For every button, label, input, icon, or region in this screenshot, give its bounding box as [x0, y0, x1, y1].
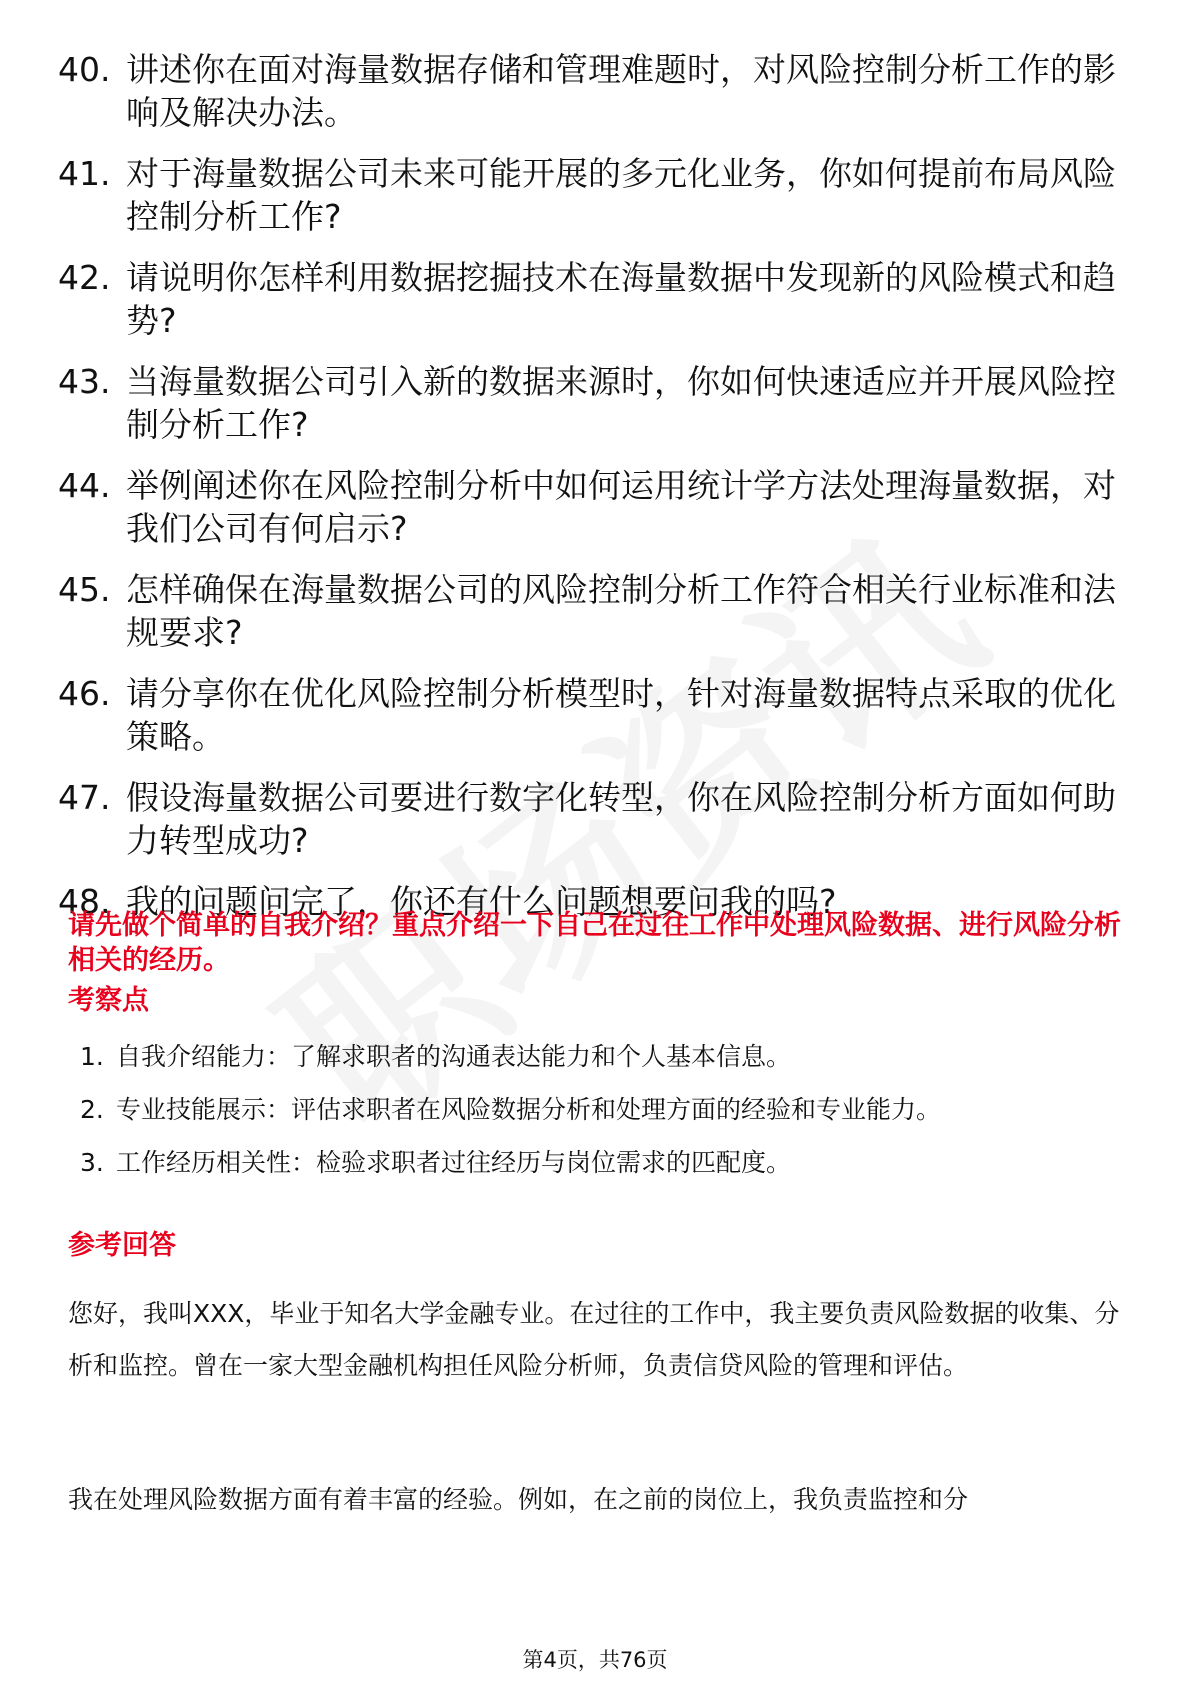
question-text: 请说明你怎样利用数据挖掘技术在海量数据中发现新的风险模式和趋势? [126, 258, 1116, 340]
point-text: 自我介绍能力：了解求职者的沟通表达能力和个人基本信息。 [116, 1042, 792, 1071]
points-heading: 考察点 [68, 985, 149, 1016]
question-item [58, 672, 1128, 758]
question-text: 举例阐述你在风险控制分析中如何运用统计学方法处理海量数据，对我们公司有何启示? [126, 466, 1116, 548]
point-number: 1. [80, 1042, 104, 1071]
question-item [58, 568, 1128, 654]
question-text: 怎样确保在海量数据公司的风险控制分析工作符合相关行业标准和法规要求? [126, 570, 1116, 652]
point-item [80, 1093, 1140, 1127]
highlighted-question: 请先做个简单的自我介绍？重点介绍一下自己在过往工作中处理风险数据、进行风险分析相关的经历。 [68, 910, 1121, 976]
question-text: 我的问题问完了，你还有什么问题想要问我的吗? [126, 882, 837, 921]
question-item [58, 776, 1128, 862]
question-number: 43. [58, 362, 111, 401]
page-footer: 第4页，共76页 [522, 1648, 668, 1672]
question-text: 请分享你在优化风险控制分析模型时，针对海量数据特点采取的优化策略。 [126, 674, 1116, 756]
question-number: 40. [58, 50, 111, 89]
question-text: 当海量数据公司引入新的数据来源时，你如何快速适应并开展风险控制分析工作? [126, 362, 1116, 444]
question-number: 46. [58, 674, 111, 713]
point-item [80, 1146, 1140, 1180]
question-item [58, 464, 1128, 550]
question-item [58, 256, 1128, 342]
point-text: 工作经历相关性：检验求职者过往经历与岗位需求的匹配度。 [116, 1148, 792, 1177]
question-item [58, 152, 1128, 238]
question-text: 假设海量数据公司要进行数字化转型，你在风险控制分析方面如何助力转型成功? [126, 778, 1116, 860]
question-item [58, 360, 1128, 446]
question-text: 对于海量数据公司未来可能开展的多元化业务，你如何提前布局风险控制分析工作? [126, 154, 1116, 236]
point-number: 3. [80, 1148, 104, 1177]
answer-heading: 参考回答 [68, 1230, 176, 1261]
question-number: 45. [58, 570, 111, 609]
question-item [58, 48, 1128, 134]
question-number: 47. [58, 778, 111, 817]
question-text: 讲述你在面对海量数据存储和管理难题时，对风险控制分析工作的影响及解决办法。 [126, 50, 1116, 132]
answer-paragraph: 您好，我叫XXX，毕业于知名大学金融专业。在过往的工作中，我主要负责风险数据的收集、分析和监控。曾在一家大型金融机构担任风险分析师，负责信贷风险的管理和评估。 [68, 1299, 1120, 1380]
point-item [80, 1040, 1140, 1074]
question-list [58, 48, 1128, 941]
question-number: 41. [58, 154, 111, 193]
point-number: 2. [80, 1095, 104, 1124]
question-number: 44. [58, 466, 111, 505]
points-list [80, 1040, 1140, 1199]
question-number: 42. [58, 258, 111, 297]
answer-paragraph: 我在处理风险数据方面有着丰富的经验。例如，在之前的岗位上，我负责监控和分 [68, 1485, 969, 1514]
question-number: 48. [58, 882, 111, 921]
point-text: 专业技能展示：评估求职者在风险数据分析和处理方面的经验和专业能力。 [116, 1095, 942, 1124]
